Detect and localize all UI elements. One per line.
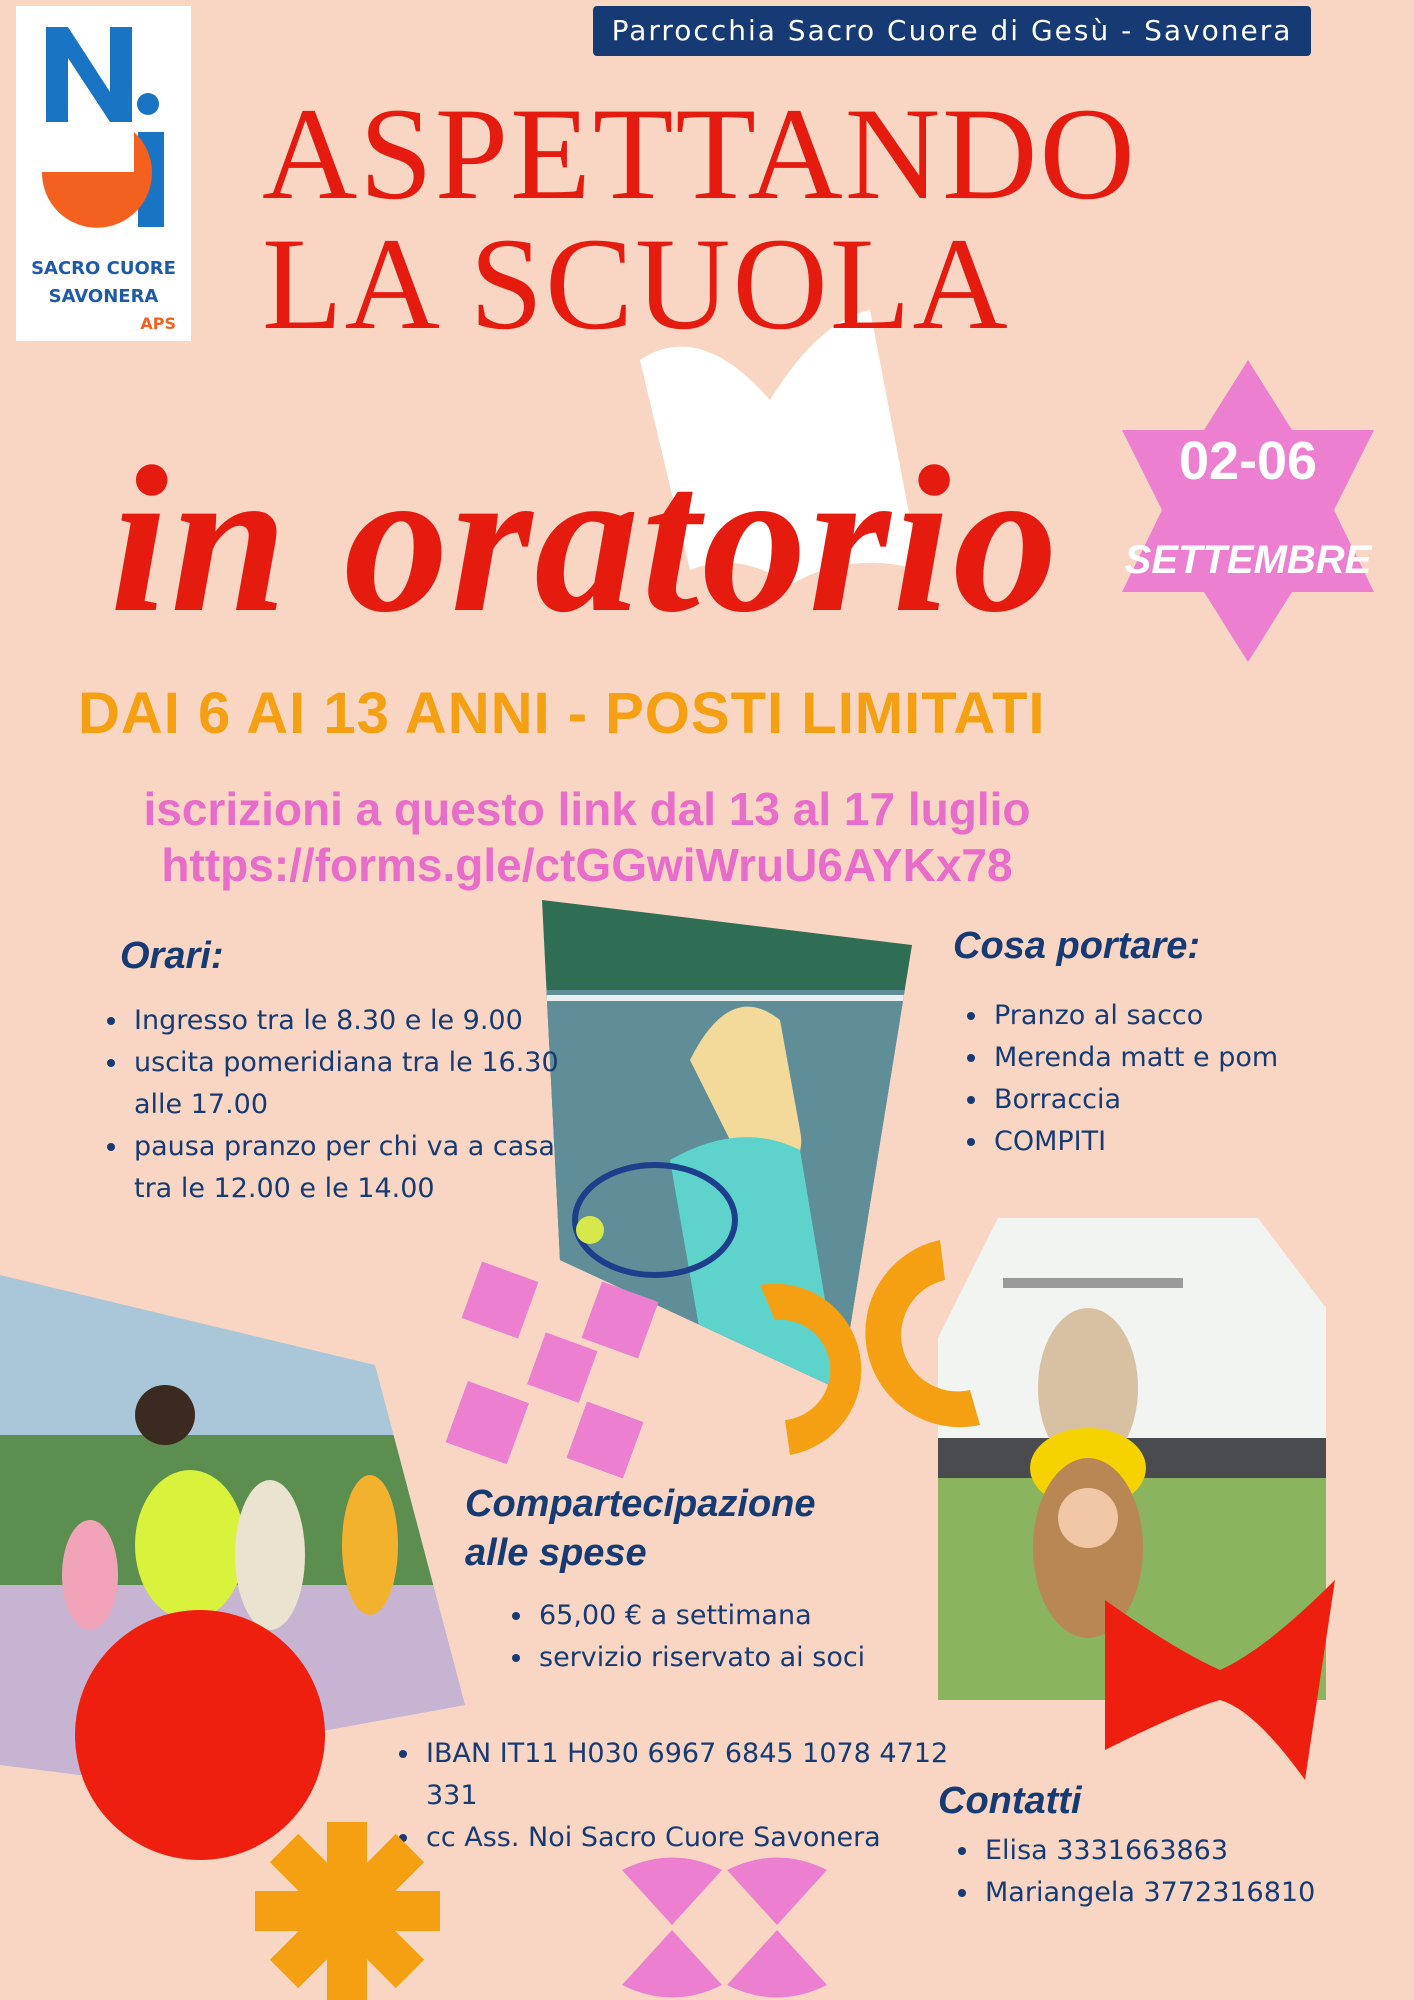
cosa-portare-item: • Merenda matt e pom bbox=[990, 1037, 1390, 1079]
pink-fans-decoration bbox=[622, 1855, 832, 2000]
orari-list bbox=[98, 1000, 560, 1210]
cosa-portare-item: • Borraccia bbox=[990, 1079, 1390, 1121]
pink-diamonds-decoration bbox=[440, 1260, 690, 1500]
cosa-portare-list bbox=[958, 995, 1390, 1163]
date-days: 02-06 bbox=[1178, 431, 1318, 491]
noi-logo-mark bbox=[28, 22, 178, 252]
age-limit-line: DAI 6 AI 13 ANNI - POSTI LIMITATI bbox=[78, 681, 1046, 746]
orange-arcs-decoration bbox=[750, 1240, 990, 1470]
orari-item: • Ingresso tra le 8.30 e le 9.00 bbox=[130, 1000, 560, 1042]
red-bow-decoration bbox=[1105, 1580, 1335, 1780]
registration-text: iscrizioni a questo link dal 13 al 17 luglio bbox=[143, 783, 1031, 835]
payment-list bbox=[390, 1733, 982, 1859]
orari-item: • pausa pranzo per chi va a casa tra le 12.00 e le 14.00 bbox=[130, 1126, 560, 1210]
contatti-item: • Elisa 3331663863 bbox=[981, 1830, 1401, 1872]
title-line-3: in oratorio bbox=[110, 424, 1060, 656]
cosa-portare-item: • Pranzo al sacco bbox=[990, 995, 1390, 1037]
spese-heading-1: Compartecipazione bbox=[465, 1483, 816, 1525]
spese-list bbox=[503, 1595, 955, 1679]
spese-item: • servizio riservato ai soci bbox=[535, 1637, 955, 1679]
payment-item: • IBAN IT11 H030 6967 6845 1078 4712 331 bbox=[422, 1733, 982, 1817]
logo-line-2: SAVONERA bbox=[48, 286, 159, 307]
title-line-2: LA SCUOLA bbox=[262, 210, 1010, 357]
spese-heading-2: alle spese bbox=[465, 1532, 647, 1574]
orari-heading: Orari: bbox=[120, 935, 224, 977]
registration-link[interactable]: https://forms.gle/ctGGwiWruU6AYKx78 bbox=[161, 839, 1013, 891]
title-line-1: ASPETTANDO bbox=[262, 80, 1137, 227]
spese-item: • 65,00 € a settimana bbox=[535, 1595, 955, 1637]
payment-item: • cc Ass. Noi Sacro Cuore Savonera bbox=[422, 1817, 982, 1859]
parish-banner: Parrocchia Sacro Cuore di Gesù - Savonera bbox=[593, 6, 1311, 56]
orari-item: • uscita pomeridiana tra le 16.30 alle 17.00 bbox=[130, 1042, 560, 1126]
cosa-portare-heading: Cosa portare: bbox=[953, 925, 1201, 967]
contatti-heading: Contatti bbox=[938, 1780, 1082, 1822]
logo-line-1: SACRO CUORE bbox=[31, 258, 176, 279]
contatti-list bbox=[949, 1830, 1401, 1914]
date-month: SETTEMBRE bbox=[1124, 538, 1372, 582]
logo-line-3: APS bbox=[140, 314, 176, 333]
noi-logo bbox=[16, 6, 191, 341]
cosa-portare-item: • COMPITI bbox=[990, 1121, 1390, 1163]
orange-asterisk-decoration bbox=[255, 1822, 440, 2000]
contatti-item: • Mariangela 3772316810 bbox=[981, 1872, 1401, 1914]
date-star-badge bbox=[1112, 360, 1384, 662]
